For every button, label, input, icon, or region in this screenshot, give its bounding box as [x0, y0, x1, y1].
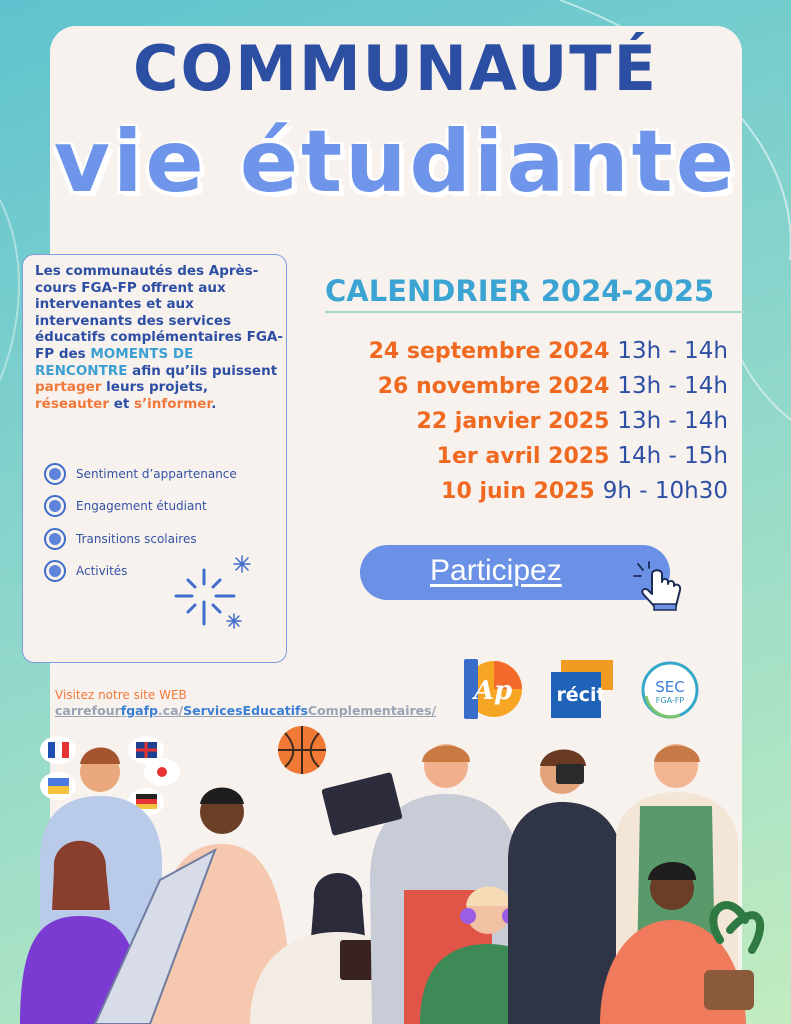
- session-row: 10 juin 2025 9h - 10h30: [441, 478, 728, 504]
- session-row: 22 janvier 2025 13h - 14h: [416, 408, 728, 434]
- bullet-item: Transitions scolaires: [44, 528, 197, 550]
- participez-label: Participez: [430, 554, 562, 587]
- participez-button[interactable]: [360, 545, 670, 600]
- calendar-divider: [325, 311, 747, 313]
- sec-logo: [640, 660, 700, 720]
- pointing-hand-cursor-icon: [632, 560, 688, 612]
- calendar-title: CALENDRIER 2024-2025: [325, 274, 715, 308]
- person-camera: [508, 750, 622, 1024]
- sparkle-icon: [168, 548, 258, 638]
- title-communaute: COMMUNAUTÉ: [133, 32, 658, 105]
- crowd-of-students-illustration: [0, 720, 791, 1024]
- highlight-moments: MOMENTS DE RENCONTRE: [35, 345, 194, 379]
- svg-text:Ap: Ap: [473, 676, 513, 706]
- bullet-item: Activités: [44, 560, 127, 582]
- ap-logo: [460, 657, 524, 721]
- highlight-reseauter: réseauter: [35, 395, 109, 412]
- svg-text:FGA-FP: FGA-FP: [655, 696, 685, 705]
- session-row: 1er avril 2025 14h - 15h: [436, 443, 728, 469]
- svg-text:SEC: SEC: [655, 678, 685, 696]
- bullet-item: Engagement étudiant: [44, 495, 207, 517]
- radio-dot-icon: [44, 495, 66, 517]
- website-link[interactable]: carrefourfgafp.ca/ServicesEducatifsComplementaires/: [55, 703, 437, 718]
- radio-dot-icon: [44, 560, 66, 582]
- radio-dot-icon: [44, 463, 66, 485]
- radio-dot-icon: [44, 528, 66, 550]
- highlight-informer: s’informer: [134, 395, 212, 412]
- title-vie-etudiante: vie étudiante: [53, 112, 738, 212]
- intro-paragraph: Les communautés des Après-cours FGA-FP offrent aux intervenantes et aux intervenants des services éducatifs complémentaires FGA-FP des MOMENTS DE RENCONTRE afin qu’ils puissent partager leurs projets, réseauter et s’informer.: [35, 263, 283, 412]
- session-list: [369, 334, 728, 509]
- svg-text:récit: récit: [556, 684, 606, 706]
- bullet-item: Sentiment d’appartenance: [44, 463, 237, 485]
- website-label: Visitez notre site WEB: [55, 688, 187, 702]
- session-row: 24 septembre 2024 13h - 14h: [368, 338, 728, 364]
- session-row: 26 novembre 2024 13h - 14h: [377, 373, 728, 399]
- highlight-partager: partager: [35, 379, 102, 396]
- recit-logo: [551, 660, 613, 718]
